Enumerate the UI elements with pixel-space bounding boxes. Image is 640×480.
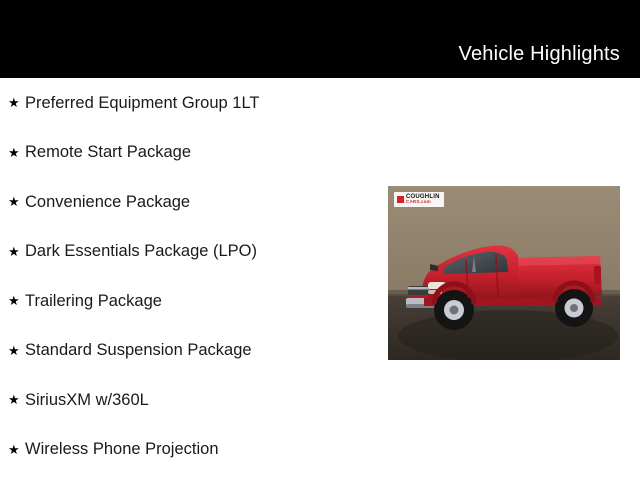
highlight-label: Convenience Package (25, 192, 191, 211)
list-item (0, 128, 380, 178)
highlight-label: Trailering Package (25, 291, 162, 310)
list-item (0, 276, 380, 326)
list-item (0, 326, 380, 376)
star-icon: ★ (8, 194, 20, 210)
dealer-logo-icon (397, 196, 404, 203)
dealer-name: COUGHLIN (406, 194, 440, 200)
list-item (0, 227, 380, 277)
vehicle-photo (388, 186, 620, 360)
list-item (0, 78, 380, 128)
list-item (0, 425, 380, 475)
star-icon: ★ (8, 144, 20, 160)
highlight-label: Remote Start Package (25, 143, 191, 161)
list-item (0, 177, 380, 227)
star-icon: ★ (8, 441, 20, 457)
list-item (0, 375, 380, 425)
star-icon: ★ (8, 342, 20, 358)
vehicle-highlights-list (0, 78, 380, 474)
highlight-label: SiriusXM w/360L (25, 390, 149, 409)
highlight-label: Wireless Phone Projection (25, 440, 219, 458)
dealer-name-group (406, 194, 440, 205)
highlight-label: Dark Essentials Package (LPO) (25, 242, 258, 260)
dealer-subname: CARS.com (406, 199, 431, 204)
vehicle-photo-illustration (388, 186, 620, 360)
highlight-label: Standard Suspension Package (25, 341, 252, 359)
star-icon: ★ (8, 243, 20, 259)
star-icon: ★ (8, 293, 20, 309)
star-icon: ★ (8, 392, 20, 408)
page-title: Vehicle Highlights (458, 43, 620, 65)
highlight-label: Preferred Equipment Group 1LT (25, 93, 260, 112)
dealer-badge (394, 192, 444, 207)
star-icon: ★ (8, 95, 20, 111)
header-bar (0, 0, 640, 78)
